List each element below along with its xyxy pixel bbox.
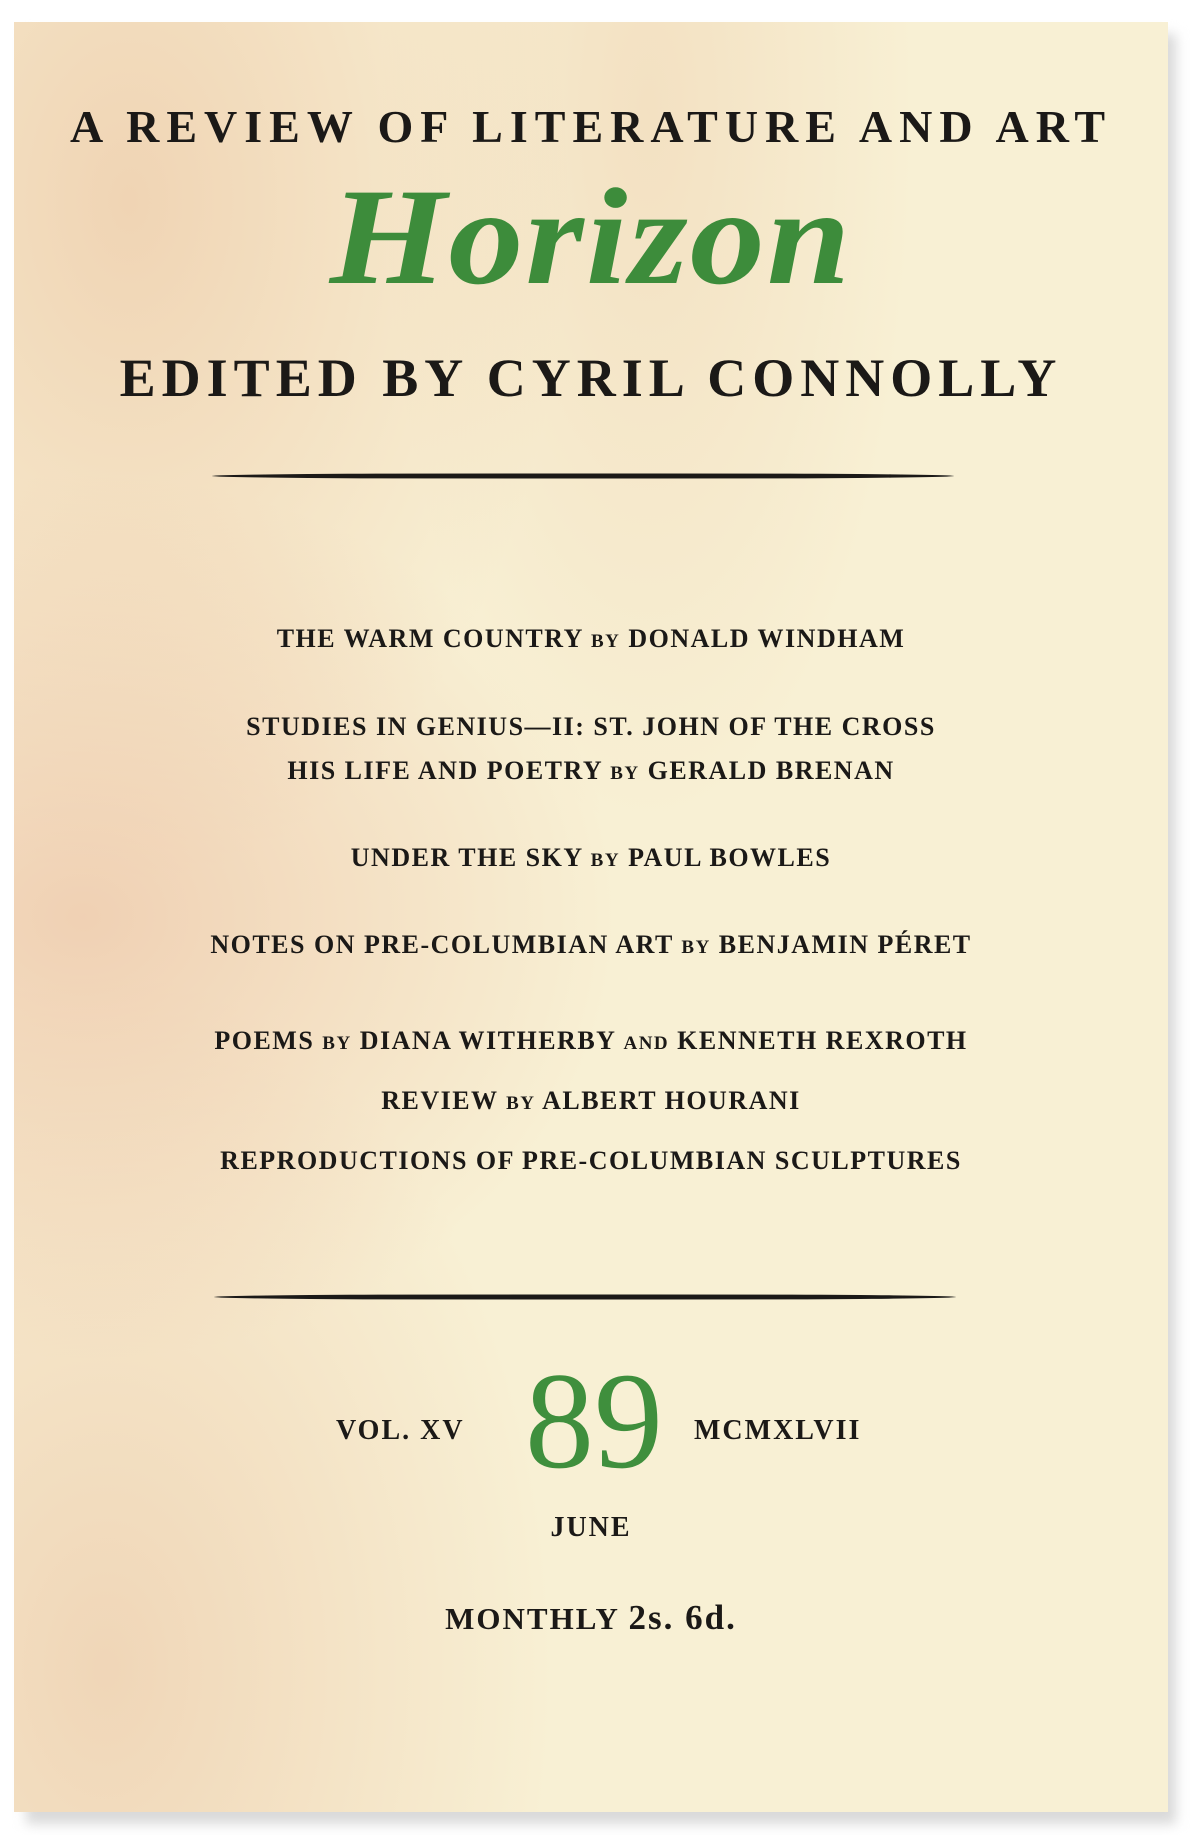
- contents-by: BY: [610, 763, 640, 784]
- volume-label: VOL. XV: [336, 1415, 465, 1446]
- contents-author: DIANA WITHERBY: [359, 1026, 616, 1055]
- contents-title: REPRODUCTIONS OF PRE-COLUMBIAN SCULPTURES: [220, 1146, 962, 1175]
- magazine-cover: [14, 22, 1168, 1812]
- frequency-label: MONTHLY: [445, 1601, 619, 1636]
- price-line: [14, 1598, 1168, 1638]
- contents-author: PAUL BOWLES: [628, 843, 832, 872]
- issue-year: MCMXLVII: [694, 1415, 862, 1446]
- contents-by: BY: [590, 850, 621, 871]
- contents-item: [14, 712, 1168, 742]
- contents-item: [14, 843, 1168, 873]
- contents-title: HIS LIFE AND POETRY: [287, 756, 603, 785]
- contents-author: DONALD WINDHAM: [628, 624, 906, 653]
- price-amount: 2s. 6d.: [628, 1598, 737, 1637]
- contents-title: UNDER THE SKY: [350, 843, 583, 872]
- contents-item: [14, 930, 1168, 960]
- contents-author: KENNETH REXROTH: [677, 1026, 968, 1055]
- contents-item: [14, 1146, 1168, 1176]
- masthead-title: Horizon: [329, 160, 853, 314]
- contents-and: AND: [623, 1033, 670, 1054]
- contents-author: BENJAMIN PÉRET: [718, 930, 972, 959]
- contents-title: REVIEW: [381, 1086, 499, 1115]
- contents-item: [14, 1086, 1168, 1116]
- contents-title: POEMS: [214, 1026, 315, 1055]
- contents-author: ALBERT HOURANI: [542, 1086, 801, 1115]
- bottom-rule-divider: [214, 1294, 956, 1300]
- contents-title: NOTES ON PRE-COLUMBIAN ART: [210, 930, 674, 959]
- contents-by: BY: [322, 1033, 352, 1054]
- top-rule-divider: [212, 473, 954, 479]
- contents-title: STUDIES IN GENIUS—II: ST. JOHN OF THE CROSS: [246, 712, 936, 741]
- editor-line: EDITED BY CYRIL CONNOLLY: [119, 348, 1063, 408]
- issue-month: JUNE: [550, 1512, 632, 1543]
- cover-subtitle: A REVIEW OF LITERATURE AND ART: [69, 101, 1113, 152]
- contents-title: THE WARM COUNTRY: [276, 624, 583, 653]
- contents-by: BY: [506, 1093, 536, 1114]
- contents-author: GERALD BRENAN: [647, 756, 895, 785]
- contents-item: [14, 1026, 1168, 1056]
- contents-item: [14, 756, 1168, 786]
- issue-number: 89: [525, 1344, 663, 1497]
- contents-item: [14, 624, 1168, 654]
- contents-by: BY: [681, 937, 711, 958]
- contents-by: BY: [590, 631, 621, 652]
